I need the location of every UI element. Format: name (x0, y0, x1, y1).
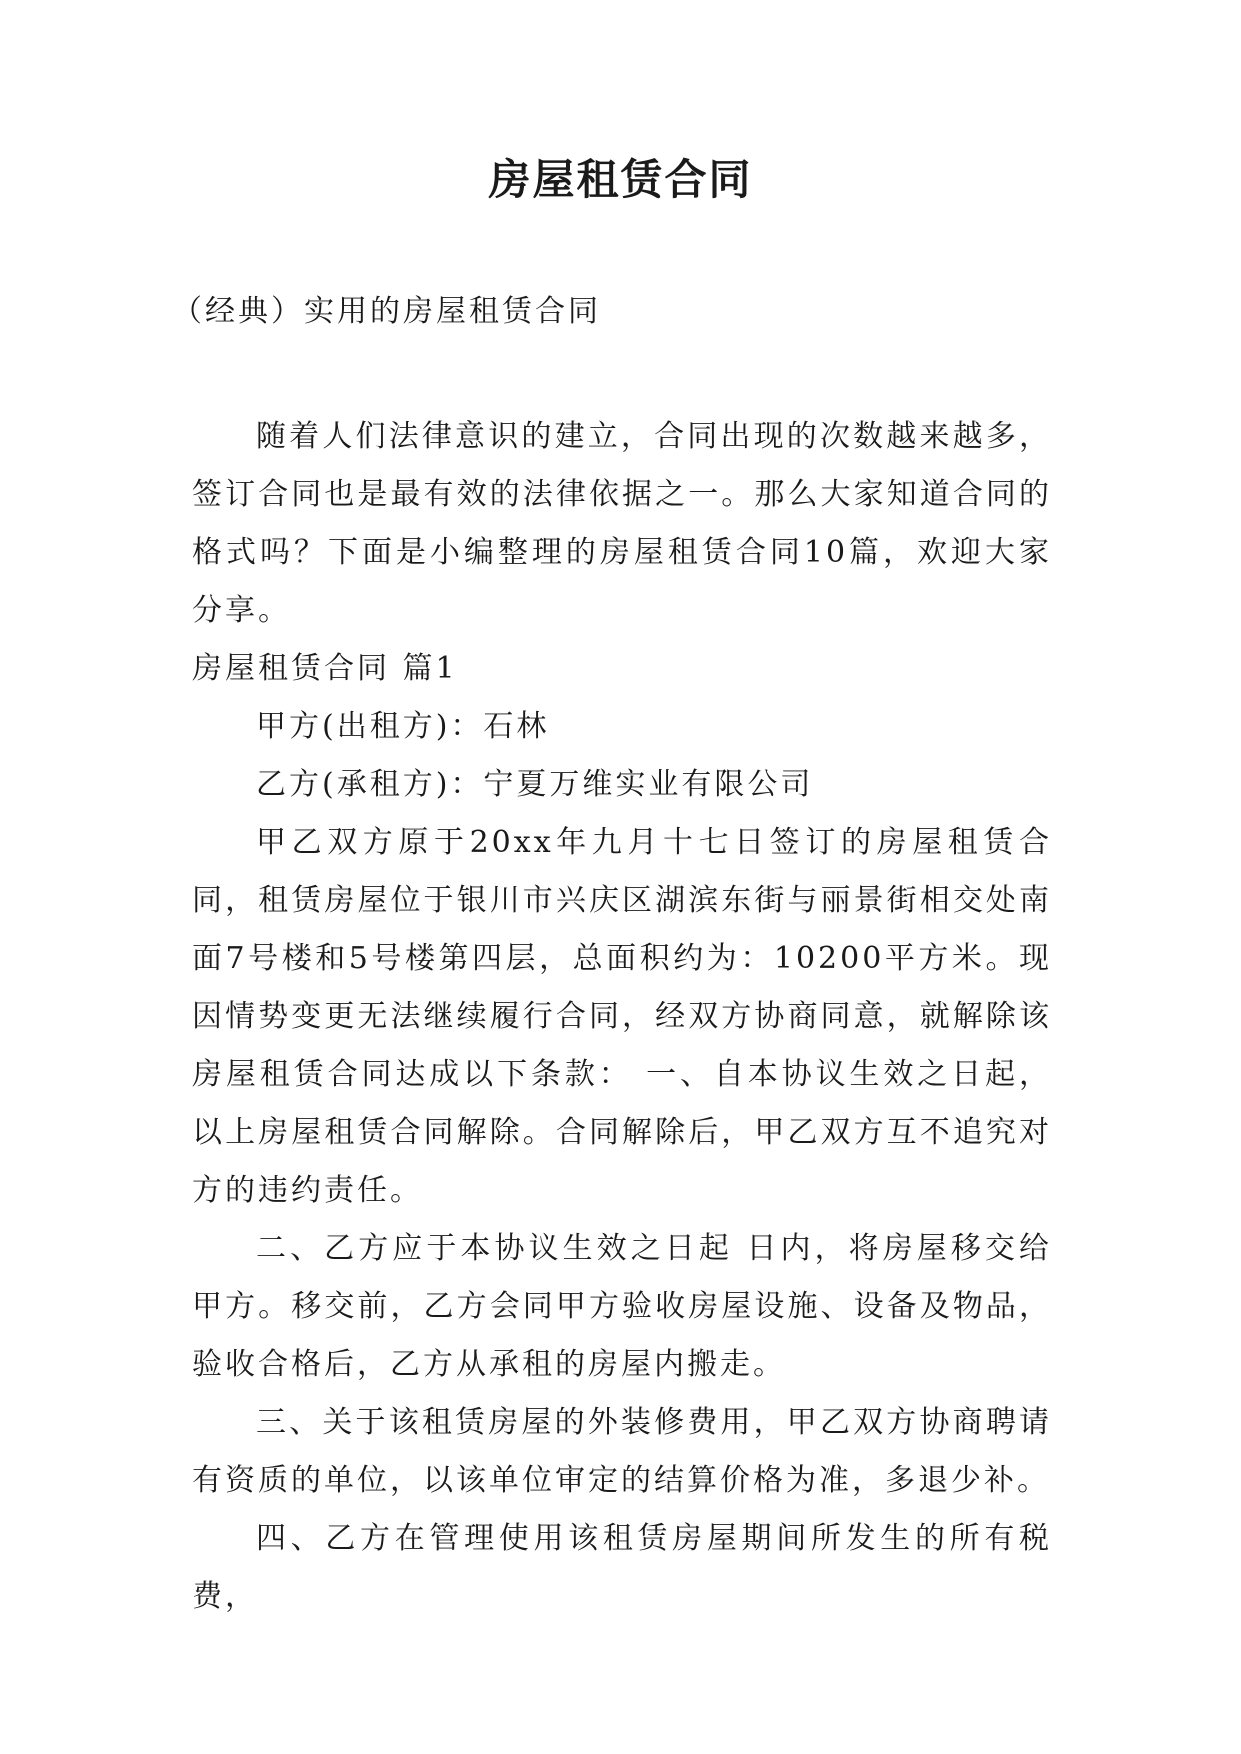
clause-paragraph: 甲乙双方原于20xx年九月十七日签订的房屋租赁合同，租赁房屋位于银川市兴庆区湖滨东街与丽景街相交处南面7号楼和5号楼第四层，总面积约为：10200平方米。现因情势变更无法继续履行合同，经双方协商同意，就解除该房屋租赁合同达成以下条款： 一、自本协议生效之日起，以上房屋租赁合同解除。合同解除后，甲乙双方互不追究对方的违约责任。 (192, 825, 1052, 1208)
intro-paragraph: 随着人们法律意识的建立，合同出现的次数越来越多，签订合同也是最有效的法律依据之一。那么大家知道合同的格式吗？下面是小编整理的房屋租赁合同10篇，欢迎大家分享。 (192, 419, 1052, 628)
clause-paragraph: 四、乙方在管理使用该租赁房屋期间所发生的所有税费， (192, 1521, 1052, 1614)
party-b-line: 乙方(承租方)：宁夏万维实业有限公司 (256, 767, 814, 802)
clause-paragraph: 三、关于该租赁房屋的外装修费用，甲乙双方协商聘请有资质的单位，以该单位审定的结算价格为准，多退少补。 (192, 1405, 1052, 1498)
party-a-line: 甲方(出租方)：石林 (256, 709, 550, 744)
document-body (192, 408, 1052, 1626)
clause-paragraph: 二、乙方应于本协议生效之日起 日内，将房屋移交给甲方。移交前，乙方会同甲方验收房屋设施、设备及物品，验收合格后，乙方从承租的房屋内搬走。 (192, 1231, 1052, 1382)
page-title: 房屋租赁合同 (488, 155, 753, 204)
section-heading: 房屋租赁合同 篇1 (192, 651, 458, 686)
document-subtitle: （经典）实用的房屋租赁合同 (172, 294, 601, 329)
